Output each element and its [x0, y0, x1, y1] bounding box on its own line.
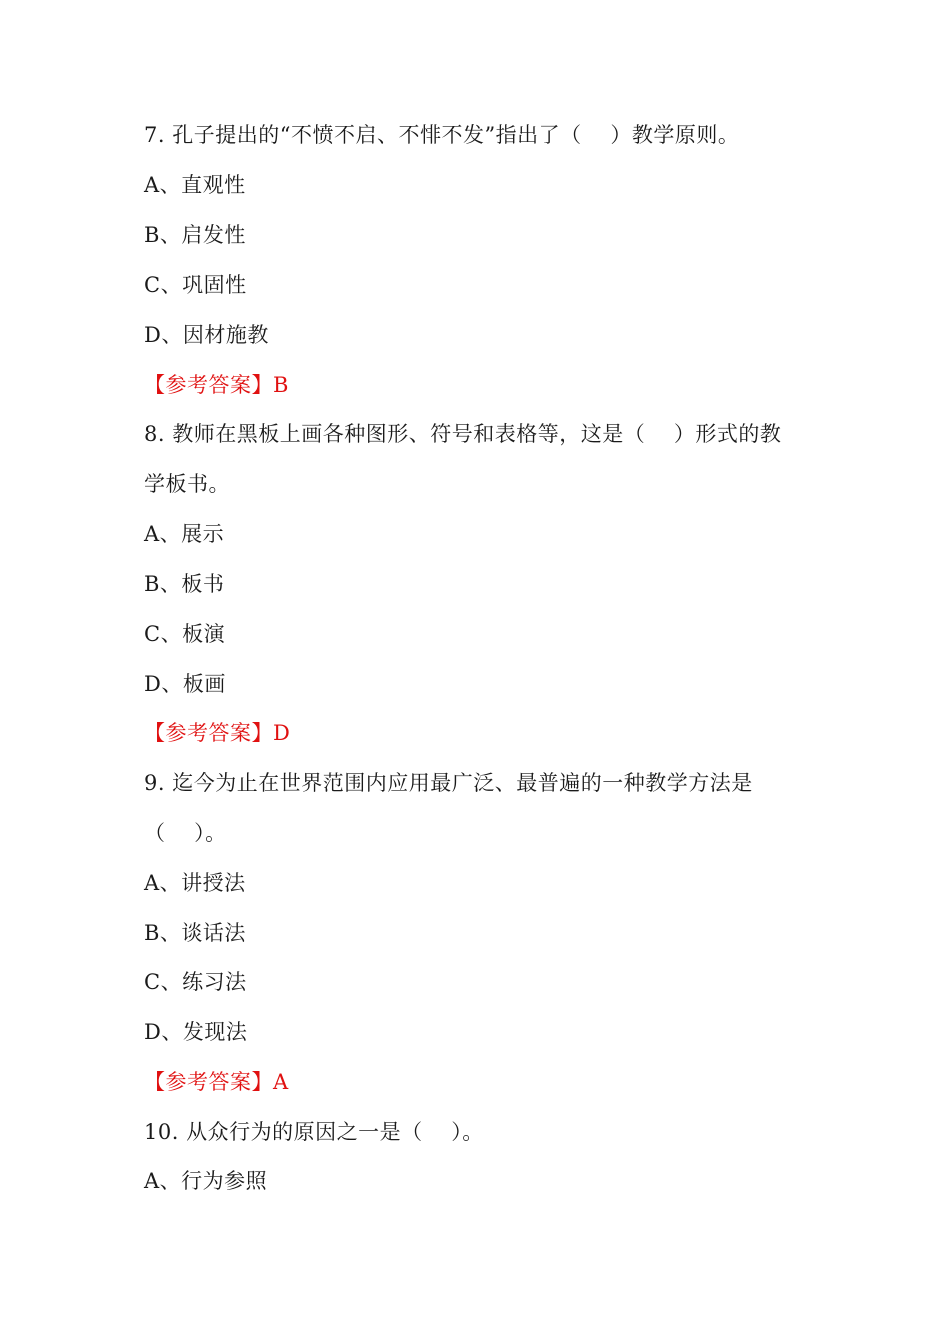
question-7-option-b: B、启发性 — [144, 223, 246, 247]
question-7-option-d: D、因材施教 — [144, 323, 269, 347]
question-9-stem-line-1: 9. 迄今为止在世界范围内应用最广泛、最普遍的一种教学方法是 — [144, 771, 753, 795]
question-7-option-a: A、直观性 — [144, 173, 246, 197]
question-9-stem-line-2: （ ）。 — [144, 821, 227, 845]
answer-value: D — [273, 721, 291, 745]
answer-value: B — [273, 373, 289, 397]
answer-value: A — [273, 1070, 289, 1094]
question-9-option-d: D、发现法 — [144, 1020, 248, 1044]
question-9-option-b: B、谈话法 — [144, 921, 246, 945]
question-7-answer — [144, 370, 289, 400]
question-8-option-d: D、板画 — [144, 672, 226, 696]
question-8-option-a: A、展示 — [144, 522, 225, 546]
question-10-option-a: A、行为参照 — [144, 1169, 268, 1193]
question-8-stem-line-1: 8. 教师在黑板上画各种图形、符号和表格等，这是（ ）形式的教 — [144, 422, 782, 446]
question-10-stem: 10. 从众行为的原因之一是（ ）。 — [144, 1120, 484, 1144]
question-9-option-a: A、讲授法 — [144, 871, 246, 895]
question-9-option-c: C、练习法 — [144, 970, 247, 994]
question-8-stem-line-2: 学板书。 — [144, 472, 230, 496]
answer-label: 【参考答案】 — [144, 721, 273, 745]
question-8-answer — [144, 718, 290, 748]
question-8-option-b: B、板书 — [144, 572, 225, 596]
answer-label: 【参考答案】 — [144, 373, 273, 397]
question-7-stem: 7. 孔子提出的“不愤不启、不悱不发”指出了（ ）教学原则。 — [144, 123, 740, 147]
question-7-option-c: C、巩固性 — [144, 273, 247, 297]
answer-label: 【参考答案】 — [144, 1070, 273, 1094]
question-8-option-c: C、板演 — [144, 622, 226, 646]
question-9-answer — [144, 1067, 289, 1097]
